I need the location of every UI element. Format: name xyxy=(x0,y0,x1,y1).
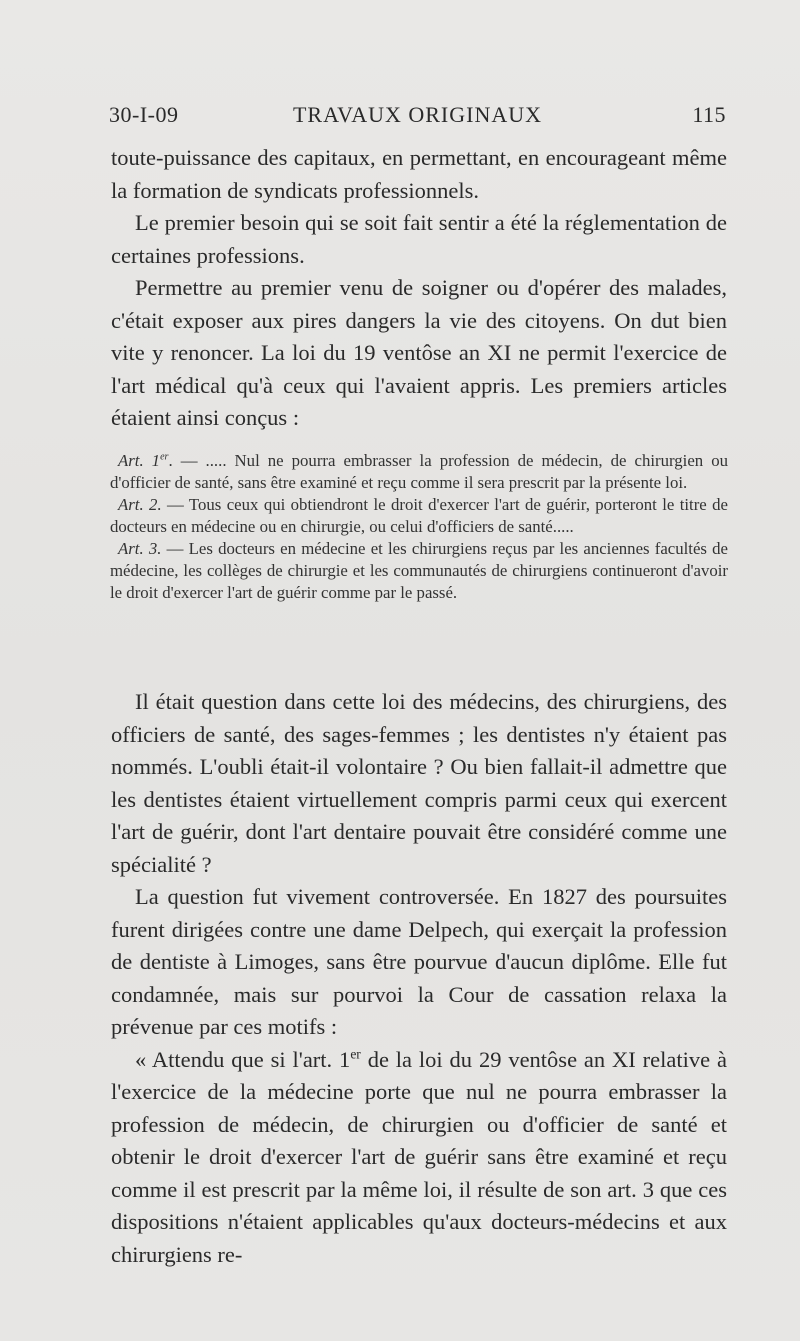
article-label: Art. 2. xyxy=(118,495,162,514)
citation-rest: de la loi du 29 ventôse an XI relative à l'exercice de la médecine porte que nul ne pourra embrasser la profession de médecin, de chirurgien ou d'officier de santé et obtenir le droit d'exercer l'art de guérir sans être examiné et reçu comme il est prescrit par la même loi, il résulte de son art. 3 que ces dispositions n'étaient applicables qu'aux docteurs-médecins et aux chirurgiens re- xyxy=(111,1046,727,1267)
article-label: Art. 3. xyxy=(118,539,162,558)
page-number: 115 xyxy=(692,102,726,127)
paragraph: La question fut vivement controversée. En 1827 des poursuites furent dirigées contre une dame Delpech, qui exerçait la profession de dentiste à Limoges, sans être pourvue d'aucun diplôme. Elle fut condamnée, mais sur pourvoi la Cour de cassation relaxa la prévenue par ces motifs : xyxy=(111,884,727,1039)
article-text: — Les docteurs en médecine et les chirurgiens reçus par les anciennes facultés de médecine, les collèges de chirurgie et les communautés de chirurgiens continueront d'avoir le droit d'exercer l'art de guérir comme par le passé. xyxy=(110,539,728,602)
header-date: 30-I-09 xyxy=(109,102,179,127)
paragraph: Permettre au premier venu de soigner ou d'opérer des malades, c'était exposer aux pires dangers la vie des citoyens. On dut bien vite y renoncer. La loi du 19 ventôse an XI ne permit l'exercice de l'art médical qu'à ceux qui l'avaient appris. Les premiers articles étaient ainsi conçus : xyxy=(111,275,727,430)
article-text: — Tous ceux qui obtiendront le droit d'exercer l'art de guérir, porteront le titre de docteurs en médecine ou en chirurgie, ou celui d'officiers de santé..... xyxy=(110,495,729,536)
citation-start: « Attendu que si l'art. 1 xyxy=(135,1046,351,1072)
article-text: . — ..... Nul ne pourra embrasser la profession de médecin, de chirurgien ou d'officier de santé, sans être examiné et reçu comme il sera prescrit par la présente loi. xyxy=(110,451,728,492)
article-2 xyxy=(110,494,728,538)
citation-paragraph xyxy=(111,1044,727,1272)
law-articles-quote xyxy=(110,450,728,604)
paragraph: Il était question dans cette loi des médecins, des chirurgiens, des officiers de santé, des sages-femmes ; les dentistes n'y étaient pas nommés. L'oubli était-il volontaire ? Ou bien fallait-il admettre que les dentistes étaient virtuellement compris parmi ceux qui exercent l'art de guérir, dont l'art dentaire pouvait être considéré comme une spécialité ? xyxy=(111,689,727,877)
running-header xyxy=(109,102,726,132)
article-3 xyxy=(110,538,728,604)
article-1 xyxy=(110,450,728,494)
top-text-block xyxy=(111,142,727,435)
article-sup: er xyxy=(160,451,169,463)
header-title: TRAVAUX ORIGINAUX xyxy=(292,102,543,127)
citation-sup: er xyxy=(350,1046,361,1061)
paragraph: Le premier besoin qui se soit fait sentir a été la réglementation de certaines professions. xyxy=(111,210,727,268)
article-label: Art. 1 xyxy=(118,451,161,470)
paragraph: toute-puissance des capitaux, en permettant, en encourageant même la formation de syndicats professionnels. xyxy=(111,145,727,203)
bottom-text-block xyxy=(111,686,727,1271)
